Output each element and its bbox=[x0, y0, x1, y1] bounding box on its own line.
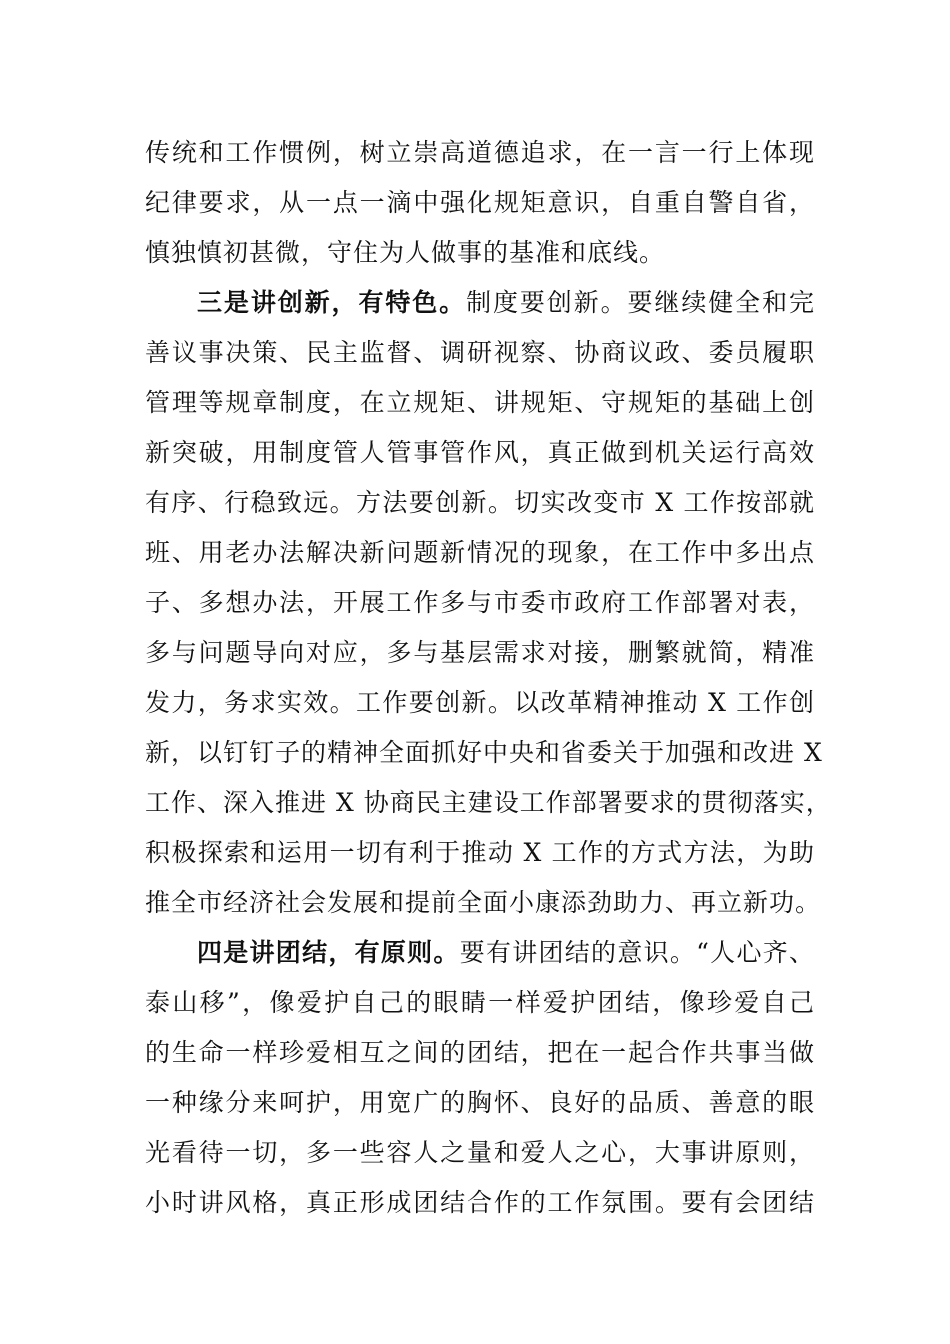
paragraph-innovation bbox=[145, 278, 832, 928]
paragraph-heading: 四是讲团结，有原则。 bbox=[197, 938, 460, 967]
paragraph-first-line bbox=[145, 928, 815, 978]
text-line: 发力，务求实效。工作要创新。以改革精神推动 X 工作创 bbox=[145, 688, 815, 717]
text-line: 慎独慎初甚微，守住为人做事的基准和底线。 bbox=[145, 238, 666, 267]
text-line: 的生命一样珍爱相互之间的团结，把在一起合作共事当做 bbox=[145, 1038, 815, 1067]
paragraph-first-line-text: 制度要创新。要继续健全和完 bbox=[466, 288, 815, 317]
document-body bbox=[145, 128, 832, 1228]
text-line: 泰山移”，像爱护自己的眼睛一样爱护团结，像珍爱自己 bbox=[145, 988, 815, 1017]
paragraph-continuation bbox=[145, 128, 815, 278]
paragraph-first-line bbox=[145, 278, 815, 328]
text-line: 积极探索和运用一切有利于推动 X 工作的方式方法，为助 bbox=[145, 838, 815, 867]
text-line: 有序、行稳致远。方法要创新。切实改变市 X 工作按部就 bbox=[145, 488, 815, 517]
text-line: 传统和工作惯例，树立崇高道德追求，在一言一行上体现 bbox=[145, 138, 815, 167]
text-line: 工作、深入推进 X 协商民主建设工作部署要求的贯彻落实， bbox=[145, 788, 832, 817]
paragraph-unity bbox=[145, 928, 815, 1228]
text-line: 管理等规章制度，在立规矩、讲规矩、守规矩的基础上创 bbox=[145, 388, 815, 417]
text-line: 新，以钉钉子的精神全面抓好中央和省委关于加强和改进 X bbox=[145, 738, 823, 767]
text-line: 子、多想办法，开展工作多与市委市政府工作部署对表， bbox=[145, 588, 815, 617]
paragraph-heading: 三是讲创新，有特色。 bbox=[197, 288, 467, 317]
text-line: 推全市经济社会发展和提前全面小康添劲助力、再立新功。 bbox=[145, 888, 822, 917]
paragraph-first-line-text: 要有讲团结的意识。“人心齐、 bbox=[459, 938, 815, 967]
text-line: 班、用老办法解决新问题新情况的现象，在工作中多出点 bbox=[145, 538, 815, 567]
text-line: 纪律要求，从一点一滴中强化规矩意识，自重自警自省， bbox=[145, 188, 815, 217]
text-line: 多与问题导向对应，多与基层需求对接，删繁就简，精准 bbox=[145, 638, 815, 667]
text-line: 一种缘分来呵护，用宽广的胸怀、良好的品质、善意的眼 bbox=[145, 1088, 815, 1117]
text-line: 光看待一切，多一些容人之量和爱人之心，大事讲原则， bbox=[145, 1138, 815, 1167]
text-line: 小时讲风格，真正形成团结合作的工作氛围。要有会团结 bbox=[145, 1188, 815, 1217]
text-line: 善议事决策、民主监督、调研视察、协商议政、委员履职 bbox=[145, 338, 815, 367]
text-line: 新突破，用制度管人管事管作风，真正做到机关运行高效 bbox=[145, 438, 815, 467]
